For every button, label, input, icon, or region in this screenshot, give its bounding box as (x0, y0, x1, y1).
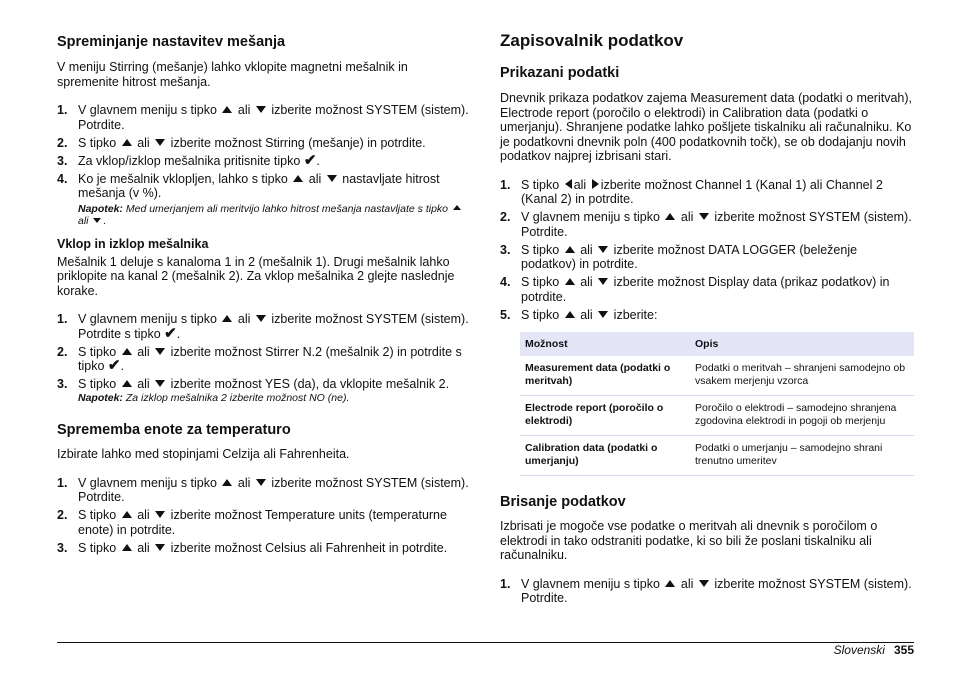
table-row (520, 396, 914, 436)
displayed-data-steps (500, 178, 914, 323)
list-item: 1. V glavnem meniju s tipko ali izberite možnost SYSTEM (sistem). Potrdite. (57, 475, 469, 504)
list-item: 1. S tipko ali izberite možnost Channel 1 (Kanal 1) ali Channel 2 (Kanal 2) in potrdite. (500, 177, 883, 206)
note: Napotek: Za izklop mešalnika 2 izberite možnost NO (ne). (78, 391, 350, 404)
right-column (500, 30, 914, 609)
left-column (57, 30, 469, 559)
table-cell: Calibration data (podatki o umerjanju) (520, 436, 690, 476)
table-header-row (520, 332, 914, 356)
up-arrow-icon (222, 479, 232, 486)
list-item: 1. V glavnem meniju s tipko ali izberite možnost SYSTEM (sistem). Potrdite s tipko ✔. (57, 312, 469, 342)
table-cell: Podatki o umerjanju – samodejno shrani trenutno umeritev (690, 436, 914, 476)
down-arrow-icon (598, 311, 608, 318)
page-title: Zapisovalnik podatkov (500, 31, 684, 50)
footer-divider (57, 642, 914, 643)
up-arrow-icon (565, 246, 575, 253)
displayed-data-intro: Dnevnik prikaza podatkov zajema Measurement data (podatki o meritvah), Electrode report (poročilo o elektrodi) in Calibration data (podatki o umerjanju). Shranjene podatke lahko pošljete tiskalniku ali računalniku. Ko je podatkovni dnevnik poln (400 podatkovnih točk), se ob dodajanju novih podatkov najprej izbrisani stari. (500, 91, 913, 163)
down-arrow-icon (699, 213, 709, 220)
up-arrow-icon (122, 380, 132, 387)
list-item: 1. V glavnem meniju s tipko ali izberite možnost SYSTEM (sistem). Potrdite. (57, 103, 469, 132)
up-arrow-icon (122, 139, 132, 146)
down-arrow-icon (155, 544, 165, 551)
up-arrow-icon (453, 205, 461, 210)
table-cell: Electrode report (poročilo o elektrodi) (520, 396, 690, 436)
note: Napotek: Med umerjanjem ali meritvijo lahko hitrost mešanja nastavljate s tipko ali . (78, 203, 469, 228)
temperature-intro: Izbirate lahko med stopinjami Celzija ali Fahrenheita. (57, 447, 350, 461)
list-item: 2. S tipko ali izberite možnost Stirring (mešanje) in potrdite. (57, 135, 426, 150)
page-footer (834, 643, 914, 657)
check-icon: ✔ (107, 357, 121, 374)
down-arrow-icon (699, 580, 709, 587)
down-arrow-icon (598, 246, 608, 253)
down-arrow-icon (93, 218, 101, 223)
table-row (520, 356, 914, 396)
down-arrow-icon (598, 278, 608, 285)
table-cell: Podatki o meritvah – shranjeni samodejno ob vsakem merjenju vzorca (690, 356, 914, 396)
table-cell: Measurement data (podatki o meritvah) (520, 356, 690, 396)
options-table (520, 332, 914, 476)
list-item: 4. S tipko ali izberite možnost Display data (prikaz podatkov) in potrdite. (500, 275, 890, 304)
check-icon: ✔ (164, 324, 177, 342)
section-title-stirrer-toggle: Vklop in izklop mešalnika (57, 236, 209, 251)
up-arrow-icon (122, 511, 132, 518)
list-item: 4. Ko je mešalnik vklopljen, lahko s tipko ali nastavljate hitrost mešanja (v %). Napotek: Med umerjanjem ali meritvijo lahko hitrost mešanja nastavljate s tipko ali . (57, 172, 469, 228)
table-header: Opis (690, 332, 914, 356)
list-item: 2. S tipko ali izberite možnost Stirrer N.2 (mešalnik 2) in potrdite s tipko ✔. (57, 344, 462, 374)
up-arrow-icon (665, 580, 675, 587)
list-item: 3. S tipko ali izberite možnost YES (da), da vklopite mešalnik 2. Napotek: Za izklop mešalnika 2 izberite možnost NO (ne). (57, 377, 469, 404)
right-arrow-icon (592, 179, 599, 189)
list-item: 2. V glavnem meniju s tipko ali izberite možnost SYSTEM (sistem). Potrdite. (500, 210, 912, 239)
list-item: 5. S tipko ali izberite: (500, 307, 658, 322)
up-arrow-icon (122, 544, 132, 551)
down-arrow-icon (155, 348, 165, 355)
up-arrow-icon (222, 106, 232, 113)
down-arrow-icon (327, 175, 337, 182)
down-arrow-icon (256, 315, 266, 322)
section-title-delete-data: Brisanje podatkov (500, 494, 626, 510)
list-item: 2. S tipko ali izberite možnost Temperature units (temperaturne enote) in potrdite. (57, 508, 447, 537)
list-item: 1. V glavnem meniju s tipko ali izberite možnost SYSTEM (sistem). Potrdite. (500, 576, 912, 605)
stirrer-toggle-steps (57, 312, 469, 404)
section-title-stirring: Spreminjanje nastavitev mešanja (57, 34, 286, 50)
stirring-intro: V meniju Stirring (mešanje) lahko vklopite magnetni mešalnik in spremenite hitrost mešanja. (57, 60, 408, 89)
down-arrow-icon (256, 106, 266, 113)
table-row (520, 436, 914, 476)
table-header: Možnost (520, 332, 690, 356)
stirrer-toggle-intro: Mešalnik 1 deluje s kanaloma 1 in 2 (mešalnik 1). Drugi mešalnik lahko priklopite na kanal 2 (mešalnik 2). Za vklop mešalnika 2 glejte naslednje korake. (57, 254, 455, 298)
check-icon: ✔ (303, 151, 317, 169)
temperature-steps (57, 476, 469, 556)
section-title-displayed-data: Prikazani podatki (500, 65, 620, 81)
left-arrow-icon (565, 179, 572, 189)
stirring-steps (57, 103, 469, 228)
page-number: 355 (893, 643, 914, 657)
up-arrow-icon (565, 278, 575, 285)
table-cell: Poročilo o elektrodi – samodejno shranjena zgodovina elektrodi in pogoji ob merjenju (690, 396, 914, 436)
down-arrow-icon (155, 380, 165, 387)
delete-data-steps (500, 577, 914, 606)
delete-data-intro: Izbrisati je mogoče vse podatke o meritvah ali dnevnik s poročilom o elektrodi in tako odstraniti podatke, ki so bili že poslani tiskalniku ali računalniku. (500, 519, 878, 562)
footer-language: Slovenski (833, 643, 885, 657)
down-arrow-icon (256, 479, 266, 486)
list-item: 3. Za vklop/izklop mešalnika pritisnite tipko ✔. (57, 151, 320, 169)
up-arrow-icon (293, 175, 303, 182)
list-item: 3. S tipko ali izberite možnost Celsius ali Fahrenheit in potrdite. (57, 540, 448, 555)
up-arrow-icon (122, 348, 132, 355)
section-title-temperature: Sprememba enote za temperaturo (57, 422, 291, 438)
up-arrow-icon (665, 213, 675, 220)
up-arrow-icon (222, 315, 232, 322)
down-arrow-icon (155, 139, 165, 146)
up-arrow-icon (565, 311, 575, 318)
list-item: 3. S tipko ali izberite možnost DATA LOGGER (beleženje podatkov) in potrdite. (500, 242, 858, 271)
down-arrow-icon (155, 511, 165, 518)
